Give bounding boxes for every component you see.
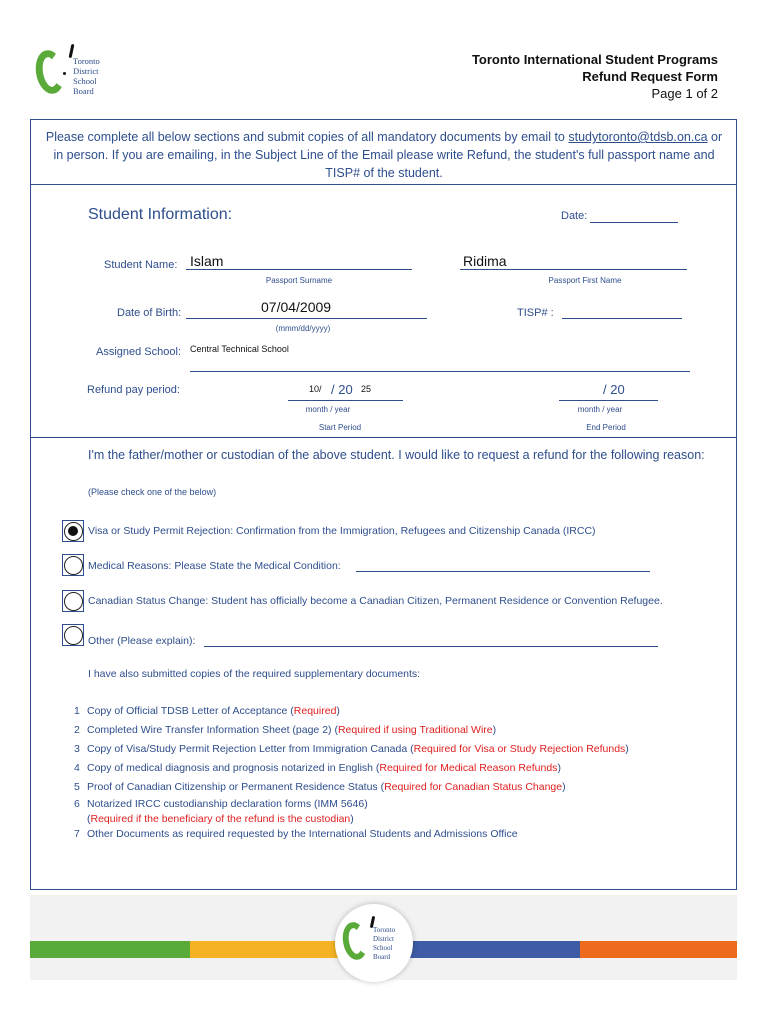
footer-logo-text: Toronto District School Board (373, 926, 396, 961)
end-period-caption-2: End Period (586, 423, 626, 432)
list-item: 2 Completed Wire Transfer Information Sheet (page 2) (Required if using Traditional Wire) (74, 724, 497, 736)
school-value[interactable]: Central Technical School (190, 344, 289, 354)
tisp-field[interactable] (562, 318, 682, 319)
medical-reasons-radio[interactable] (64, 556, 83, 575)
option-visa-rejection: Visa or Study Permit Rejection: Confirmation from the Immigration, Refugees and Citizenship Canada (IRCC) (88, 525, 596, 537)
logo-text: Toronto District School Board (73, 56, 100, 96)
dob-caption: (mmm/dd/yyyy) (275, 324, 331, 333)
org-name: Toronto International Student Programs (471, 52, 718, 67)
date-field[interactable] (590, 222, 678, 223)
start-period-caption-1: month / year (305, 405, 351, 414)
documents-list (74, 702, 629, 842)
list-item: 1 Copy of Official TDSB Letter of Acceptance (Required) (74, 705, 340, 717)
intro-text (44, 128, 724, 182)
student-name-label: Student Name: (104, 259, 178, 271)
firstname-field[interactable] (460, 269, 687, 270)
surname-field[interactable] (186, 269, 412, 270)
medical-condition-field[interactable] (356, 571, 650, 572)
footer-logo (335, 904, 413, 982)
start-period-field[interactable] (288, 400, 403, 401)
dob-field[interactable] (186, 318, 427, 319)
divider (30, 184, 737, 185)
form-title: Refund Request Form (582, 69, 718, 84)
option-status-change: Canadian Status Change: Student has officially become a Canadian Citizen, Permanent Residence or Convention Refugee. (88, 595, 663, 607)
surname-caption: Passport Surname (265, 276, 333, 285)
end-period-field[interactable] (559, 400, 658, 401)
start-year-separator: / 20 (331, 382, 353, 397)
intro-text-before: Please complete all below sections and submit copies of all mandatory documents by email to (45, 130, 565, 144)
header-block (472, 51, 718, 102)
list-item: 7 Other Documents as required requested by the International Students and Admissions Office (74, 828, 518, 840)
reason-instruction: (Please check one of the below) (88, 487, 217, 497)
surname-value[interactable]: Islam (190, 253, 224, 269)
start-period-caption-2: Start Period (318, 423, 362, 432)
list-item: 6 Notarized IRCC custodianship declaration forms (IMM 5646) (74, 798, 368, 810)
end-period-caption-1: month / year (577, 405, 623, 414)
email-link[interactable]: studytoronto@tdsb.on.ca (568, 130, 708, 144)
list-item: 4 Copy of medical diagnosis and prognosis notarized in English (Required for Medical Reason Refunds) (74, 762, 561, 774)
page-number: Page 1 of 2 (651, 86, 718, 101)
divider (30, 437, 737, 438)
docs-intro: I have also submitted copies of the required supplementary documents: (88, 668, 421, 680)
footer-logo-apple-icon (340, 920, 370, 962)
refund-period-label: Refund pay period: (87, 384, 180, 396)
end-year-separator: / 20 (603, 382, 625, 397)
start-year-value[interactable]: 25 (361, 384, 372, 394)
tisp-label: TISP# : (517, 307, 554, 319)
intro-text-after: or in person. If you are emailing, in the Subject Line of the Email please write Refund, the student's full passport name and TISP# of the student. (53, 130, 723, 180)
date-label: Date: (561, 210, 588, 222)
status-change-radio[interactable] (64, 592, 83, 611)
footer-bar-orange (580, 941, 737, 958)
firstname-value[interactable]: Ridima (463, 253, 507, 269)
reason-statement: I'm the father/mother or custodian of the above student. I would like to request a refund for the following reason: (88, 448, 705, 462)
dob-label: Date of Birth: (117, 307, 182, 319)
option-other: Other (Please explain): (88, 635, 196, 647)
student-info-heading: Student Information: (88, 206, 233, 223)
other-reason-radio[interactable] (64, 626, 83, 645)
list-item: 3 Copy of Visa/Study Permit Rejection Letter from Immigration Canada (Required for Visa or Study Rejection Refunds) (74, 743, 629, 755)
list-item: 5 Proof of Canadian Citizenship or Permanent Residence Status (Required for Canadian Status Change) (74, 781, 566, 793)
dob-value[interactable]: 07/04/2009 (261, 299, 332, 315)
logo-dot-icon (63, 72, 66, 75)
footer-bar-yellow (190, 941, 340, 958)
school-label: Assigned School: (96, 346, 181, 358)
visa-rejection-radio[interactable] (64, 522, 83, 541)
other-explain-field[interactable] (204, 646, 658, 647)
start-month-value[interactable]: 10/ (309, 384, 322, 394)
footer-bar-blue (408, 941, 580, 958)
option-medical-reasons: Medical Reasons: Please State the Medical Condition: (88, 560, 341, 572)
firstname-caption: Passport First Name (548, 276, 622, 285)
school-field[interactable] (190, 371, 690, 372)
footer-bar-green (30, 941, 190, 958)
list-item: (Required if the beneficiary of the refund is the custodian) (87, 813, 354, 825)
tdsb-logo (36, 42, 116, 102)
